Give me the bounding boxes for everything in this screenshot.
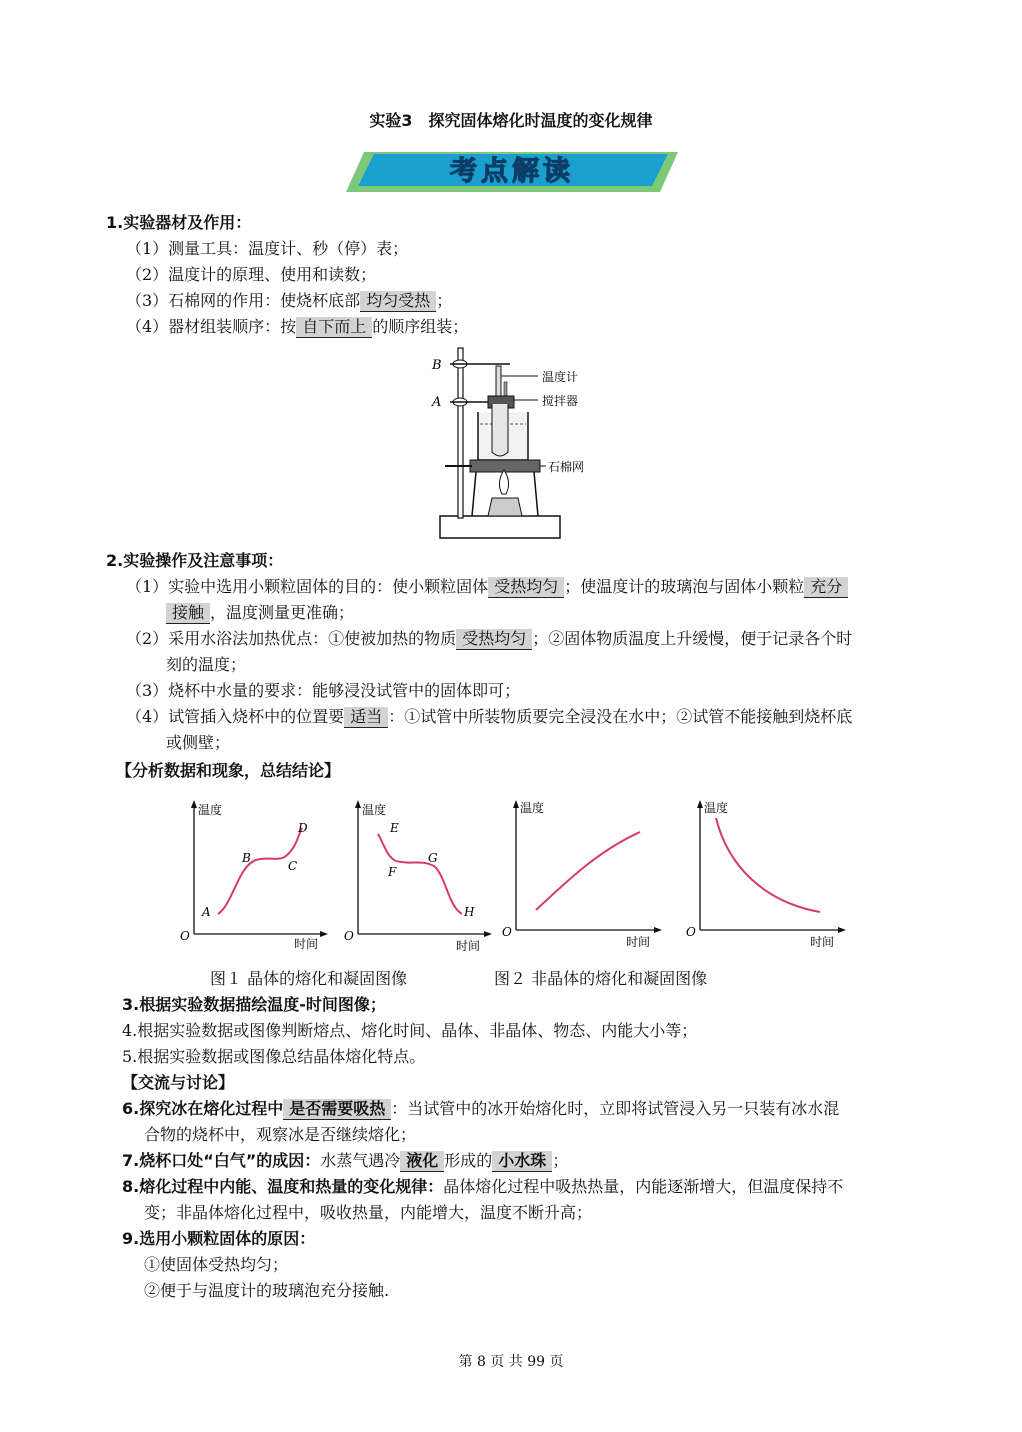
graph-amorphous-melting [500, 796, 662, 952]
curve [536, 832, 640, 910]
page-title: 实验3 探究固体熔化时温度的变化规律 [369, 111, 653, 130]
label-a: A [432, 395, 442, 410]
stand-rod [458, 348, 463, 518]
section2-line2-cont: 刻的温度； [166, 655, 247, 674]
label-stirrer: 搅拌器 [542, 394, 579, 408]
x-label: 时间 [810, 935, 835, 949]
tripod-right [534, 472, 538, 516]
text: （1）实验中选用小颗粒固体的目的：使小颗粒固体 [126, 577, 489, 596]
origin-label: O [344, 929, 354, 943]
text: 的顺序组装； [372, 317, 469, 336]
text: ； [436, 291, 453, 310]
section1-line2: （2）温度计的原理、使用和读数； [126, 265, 377, 284]
banner [346, 152, 678, 192]
origin-label: O [180, 929, 190, 943]
text: （3）石棉网的作用：使烧杯底部 [126, 291, 361, 310]
x-label: 时间 [626, 935, 651, 949]
section2-line1 [126, 576, 848, 598]
answer-blank: 受热均匀 [456, 629, 532, 650]
x-arrow [484, 931, 492, 937]
section1-line3 [126, 290, 452, 312]
y-arrow [513, 800, 519, 808]
analysis-heading: 【分析数据和现象，总结结论】 [116, 761, 341, 780]
graph-crystal-solidification [342, 796, 492, 956]
discussion-heading: 【交流与讨论】 [122, 1073, 235, 1092]
section2-line4 [126, 706, 852, 728]
x-arrow [838, 927, 846, 933]
text: （4）器材组装顺序：按 [126, 317, 297, 336]
text: 6.探究冰在熔化过程中 [122, 1099, 284, 1118]
flame [499, 470, 508, 494]
point-e: E [390, 821, 399, 835]
point-g: G [428, 851, 438, 865]
point-a: A [202, 905, 211, 919]
section1-line4 [126, 316, 468, 338]
answer-blank: 适当 [344, 707, 388, 728]
x-arrow [654, 927, 662, 933]
gauze-net [470, 460, 540, 472]
text: 7.烧杯口处“白气”的成因： [122, 1151, 321, 1170]
answer-blank: 充分 [804, 577, 848, 598]
point-h: H [464, 905, 475, 919]
text: 水蒸气遇冷 [320, 1151, 401, 1170]
section9-heading: 9.选用小颗粒固体的原因： [122, 1229, 316, 1248]
origin-label: O [686, 925, 696, 939]
section3: 3.根据实验数据描绘温度-时间图像； [122, 995, 386, 1014]
section1-heading: 1.实验器材及作用： [106, 213, 252, 232]
answer-blank: 自下而上 [296, 317, 372, 338]
section8-line1 [122, 1176, 843, 1198]
section5: 5.根据实验数据或图像总结晶体熔化特点。 [122, 1047, 426, 1066]
text: （2）采用水浴法加热优点：①使被加热的物质 [126, 629, 457, 648]
text: 晶体熔化过程中吸热热量，内能逐渐增大，但温度保持不 [443, 1177, 844, 1196]
section1-line1: （1）测量工具：温度计、秒（停）表； [126, 239, 409, 258]
page-footer: 第 8 页 共 99 页 [458, 1354, 564, 1370]
x-label: 时间 [456, 939, 481, 953]
caption-fig2: 图２ 非晶体的熔化和凝固图像 [494, 969, 708, 988]
text: ：当试管中的冰开始熔化时，立即将试管浸入另一只装有冰水混 [391, 1099, 840, 1118]
text: ，温度测量更准确； [210, 603, 355, 622]
answer-blank: 是否需要吸热 [283, 1099, 391, 1120]
caption-fig1: 图１ 晶体的熔化和凝固图像 [210, 969, 408, 988]
point-c: C [288, 859, 298, 873]
answer-blank: 接触 [166, 603, 210, 624]
text: 形成的 [444, 1151, 493, 1170]
answer-blank: 均匀受热 [360, 291, 436, 312]
text: 8.熔化过程中内能、温度和热量的变化规律： [122, 1177, 444, 1196]
section6-line2: 合物的烧杯中，观察冰是否继续熔化； [144, 1125, 417, 1144]
apparatus-diagram [420, 344, 620, 544]
label-thermometer: 温度计 [542, 370, 579, 384]
burner [488, 498, 522, 516]
section9-line1: ①使固体受热均匀； [144, 1255, 289, 1274]
origin-label: O [502, 925, 512, 939]
text: ； [552, 1151, 569, 1170]
stand-base [440, 516, 560, 538]
point-b: B [242, 851, 251, 865]
answer-blank: 小水珠 [492, 1151, 552, 1172]
section2-heading: 2.实验操作及注意事项： [106, 551, 284, 570]
tripod-left [472, 472, 476, 516]
test-tube [492, 404, 508, 456]
section9-line2: ②便于与温度计的玻璃泡充分接触. [144, 1281, 390, 1300]
answer-blank: 液化 [400, 1151, 444, 1172]
section2-line3: （3）烧杯中水量的要求：能够浸没试管中的固体即可； [126, 681, 521, 700]
text: （4）试管插入烧杯中的位置要 [126, 707, 345, 726]
graph-crystal-melting [178, 796, 328, 952]
y-arrow [191, 800, 197, 808]
point-f: F [388, 865, 397, 879]
text: ：①试管中所装物质要完全浸没在水中；②试管不能接触到烧杯底 [388, 707, 853, 726]
graph-amorphous-solidification [684, 796, 846, 952]
answer-blank: 受热均匀 [488, 577, 564, 598]
x-arrow [320, 931, 328, 937]
curve [716, 818, 820, 912]
text: ；②固体物质温度上升缓慢，便于记录各个时 [532, 629, 853, 648]
y-label: 温度 [198, 803, 223, 817]
label-gauze: 石棉网 [548, 460, 585, 474]
x-label: 时间 [294, 937, 319, 951]
y-arrow [697, 800, 703, 808]
label-b: B [432, 358, 442, 373]
section8-line2: 变；非晶体熔化过程中，吸收热量，内能增大，温度不断升高； [144, 1203, 593, 1222]
section6-line1 [122, 1098, 839, 1120]
y-arrow [355, 800, 361, 808]
section2-line1-cont [166, 602, 354, 624]
text: ；使温度计的玻璃泡与固体小颗粒 [564, 577, 805, 596]
section4: 4.根据实验数据或图像判断熔点、熔化时间、晶体、非晶体、物态、内能大小等； [122, 1021, 698, 1040]
y-label: 温度 [362, 803, 387, 817]
section7 [122, 1150, 568, 1172]
section2-line2 [126, 628, 852, 650]
banner-text: 考点解读 [450, 156, 574, 187]
y-label: 温度 [704, 801, 729, 815]
point-d: D [298, 821, 308, 835]
section2-line4-cont: 或侧壁； [166, 733, 231, 752]
y-label: 温度 [520, 801, 545, 815]
